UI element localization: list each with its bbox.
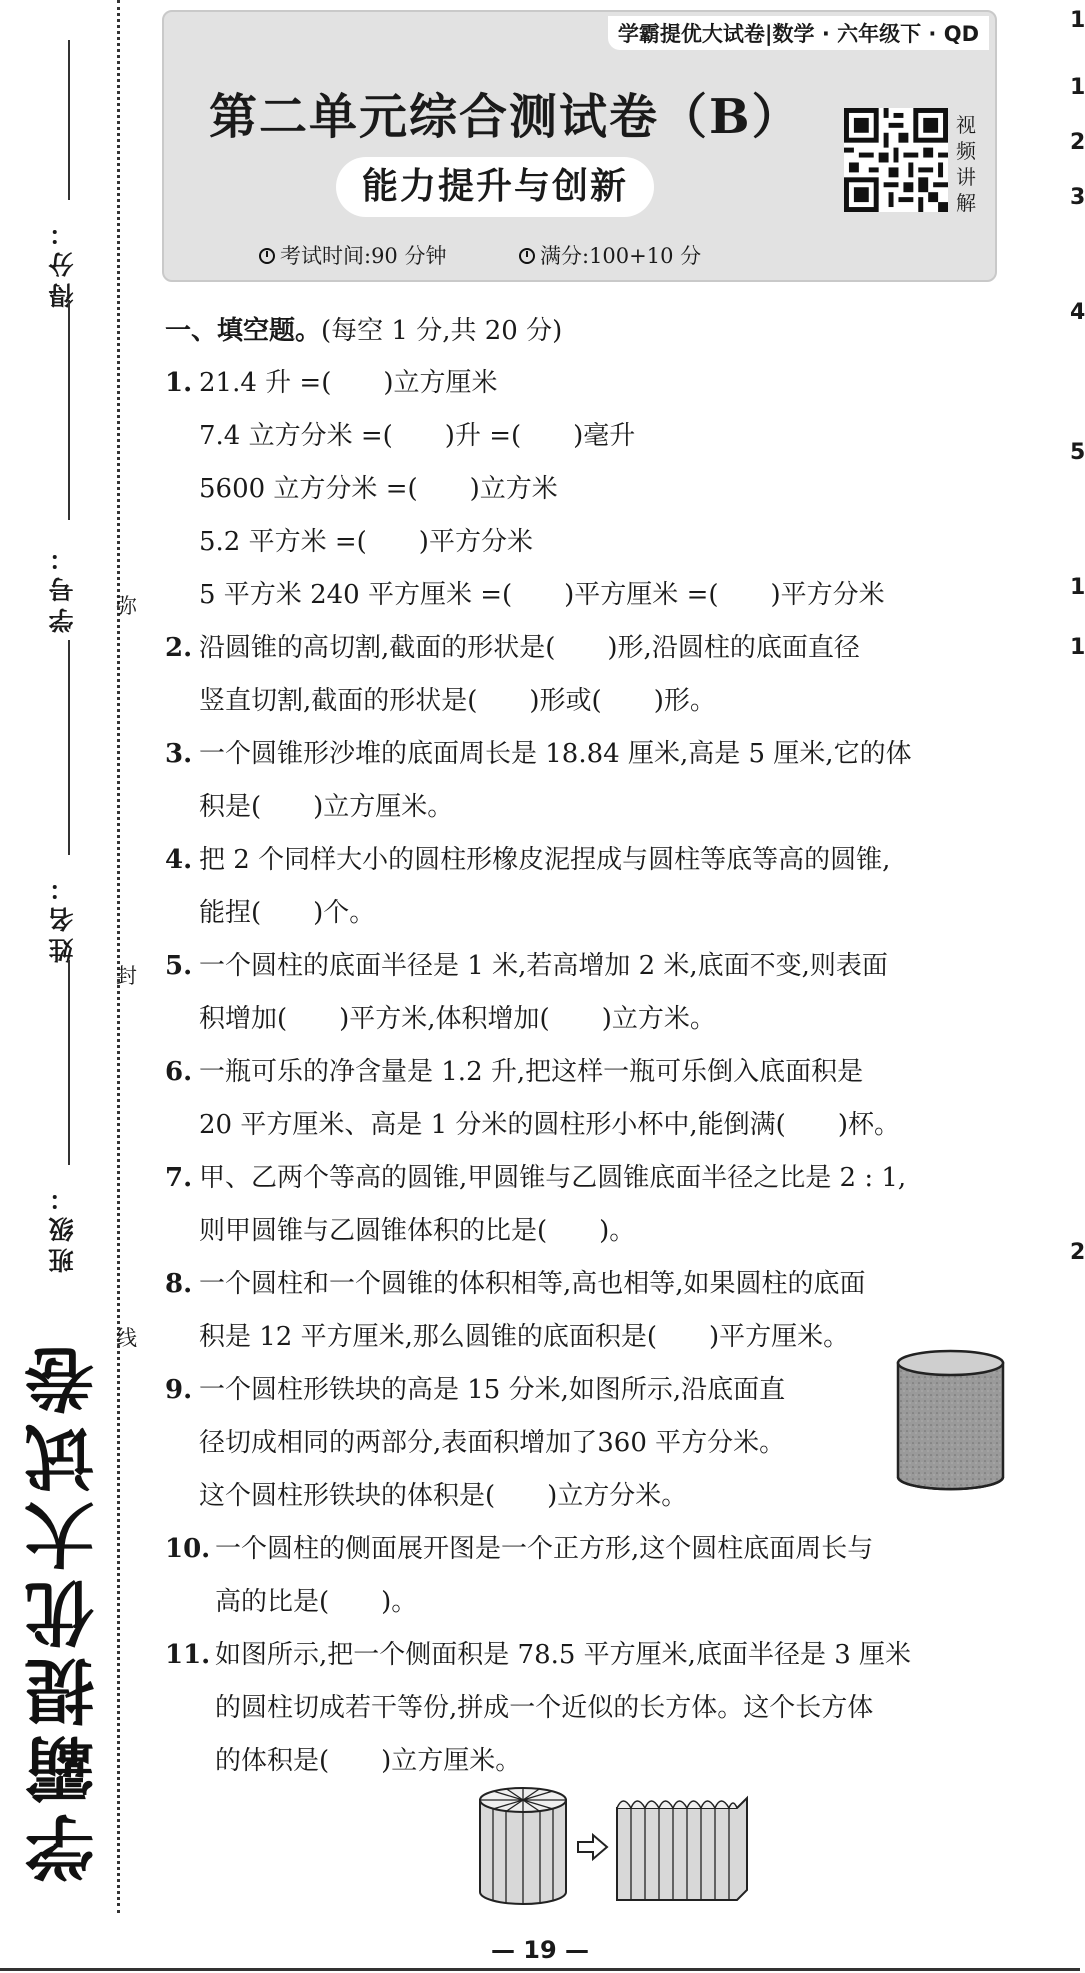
question-line: 5 平方米 240 平方厘米 =( )平方厘米 =( )平方分米 — [199, 580, 885, 610]
question-line: 甲、乙两个等高的圆锥,甲圆锥与乙圆锥底面半径之比是 2 : 1, — [199, 1163, 907, 1193]
question-line: 7.4 立方分米 =( )升 =( )毫升 — [199, 421, 636, 451]
question-5 — [165, 940, 1015, 1046]
question-number: 7. — [165, 1163, 193, 1193]
brand-vertical-logo: 学霸提优大试卷 — [23, 1337, 106, 1883]
question-number: 4. — [165, 845, 193, 875]
question-line: 积是( )立方厘米。 — [199, 792, 454, 822]
question-number: 3. — [165, 739, 193, 769]
seal-char-mi: 弥 — [116, 594, 137, 618]
sliced-cylinder — [480, 1788, 566, 1904]
question-number: 2. — [165, 633, 193, 663]
page-title: 第二单元综合测试卷（B） — [209, 89, 802, 145]
question-8 — [165, 1258, 1015, 1364]
question-line: 一个圆锥形沙堆的底面周长是 18.84 厘米,高是 5 厘米,它的体 — [199, 739, 912, 769]
section-title: 一、填空题。 — [165, 316, 322, 346]
next-column-number: 1 — [1070, 75, 1085, 100]
student-id-label: 学号： — [48, 540, 77, 633]
question-line: 一个圆柱的底面半径是 1 米,若高增加 2 米,底面不变,则表面 — [199, 951, 888, 981]
question-number: 8. — [165, 1269, 193, 1299]
seal-char-feng: 封 — [116, 964, 137, 988]
next-column-number: 4 — [1070, 300, 1085, 325]
question-section — [165, 305, 1015, 1788]
question-number: 5. — [165, 951, 193, 981]
question-line: 的圆柱切成若干等份,拼成一个近似的长方体。这个长方体 — [215, 1693, 874, 1723]
question-number: 6. — [165, 1057, 193, 1087]
question-number: 11. — [165, 1640, 211, 1670]
name-blank-line — [68, 640, 70, 855]
question-line: 21.4 升 =( )立方厘米 — [199, 368, 498, 398]
exam-header — [162, 10, 997, 282]
seal-dotted-line — [117, 0, 120, 1913]
question-line: 5600 立方分米 =( )立方米 — [199, 474, 558, 504]
exam-time-text: 考试时间:90 分钟 — [280, 244, 447, 268]
question-line: 如图所示,把一个侧面积是 78.5 平方厘米,底面半径是 3 厘米 — [215, 1640, 912, 1670]
class-label: 班级： — [48, 1180, 77, 1273]
subtitle-pill: 能力提升与创新 — [336, 157, 654, 217]
question-line: 竖直切割,截面的形状是( )形或( )形。 — [199, 686, 716, 716]
question-number: 10. — [165, 1534, 211, 1564]
full-score-text: 满分:100+10 分 — [540, 244, 702, 268]
clock-icon — [519, 248, 535, 264]
next-column-number: 1 — [1070, 635, 1085, 660]
section-note: (每空 1 分,共 20 分) — [321, 316, 563, 346]
next-column-number: 3 — [1070, 185, 1085, 210]
question-line: 5.2 平方米 =( )平方分米 — [199, 527, 533, 557]
next-column-number: 1 — [1070, 575, 1085, 600]
question-line: 则甲圆锥与乙圆锥体积的比是( )。 — [199, 1216, 636, 1246]
question-line: 一瓶可乐的净含量是 1.2 升,把这样一瓶可乐倒入底面积是 — [199, 1057, 864, 1087]
question-line: 一个圆柱和一个圆锥的体积相等,高也相等,如果圆柱的底面 — [199, 1269, 866, 1299]
question-number: 9. — [165, 1375, 193, 1405]
question-3 — [165, 728, 1015, 834]
cylinder-to-cuboid-figure — [475, 1780, 755, 1910]
question-line: 积是 12 平方厘米,那么圆锥的底面积是( )平方厘米。 — [199, 1322, 850, 1352]
cylinder-figure — [893, 1345, 1008, 1495]
question-4 — [165, 834, 1015, 940]
question-line: 这个圆柱形铁块的体积是( )立方分米。 — [199, 1481, 688, 1511]
series-tag: 学霸提优大试卷|数学 · 六年级下 · QD — [608, 16, 989, 50]
question-line: 把 2 个同样大小的圆柱形橡皮泥捏成与圆柱等底等高的圆锥, — [199, 845, 891, 875]
question-line: 一个圆柱的侧面展开图是一个正方形,这个圆柱底面周长与 — [215, 1534, 874, 1564]
next-column-number: 2 — [1070, 1240, 1085, 1265]
next-column-number: 5 — [1070, 440, 1085, 465]
question-11 — [165, 1629, 1015, 1788]
exam-time — [259, 240, 446, 270]
qr-code-icon[interactable] — [844, 108, 948, 212]
seal-char-xian: 线 — [116, 1326, 137, 1350]
question-1 — [165, 357, 1015, 622]
score-blank-line — [68, 40, 70, 200]
score-label: 得分： — [48, 215, 77, 308]
question-line: 高的比是( )。 — [215, 1587, 418, 1617]
section-heading — [165, 305, 1015, 357]
next-column-number: 2 — [1070, 130, 1085, 155]
question-7 — [165, 1152, 1015, 1258]
arrow-right-icon — [578, 1835, 607, 1859]
clock-icon — [259, 248, 275, 264]
question-line: 20 平方厘米、高是 1 分米的圆柱形小杯中,能倒满( )杯。 — [199, 1110, 900, 1140]
bottom-divider — [0, 1968, 1080, 1971]
question-9 — [165, 1364, 1015, 1523]
question-line: 沿圆锥的高切割,截面的形状是( )形,沿圆柱的底面直径 — [199, 633, 860, 663]
question-line: 积增加( )平方米,体积增加( )立方米。 — [199, 1004, 716, 1034]
question-10 — [165, 1523, 1015, 1629]
question-number: 1. — [165, 368, 193, 398]
question-line: 能捏( )个。 — [199, 898, 376, 928]
full-score — [519, 240, 701, 270]
next-column-number: 1 — [1070, 8, 1085, 33]
question-line: 的体积是( )立方厘米。 — [215, 1746, 522, 1776]
binding-margin — [0, 0, 140, 1973]
name-label: 姓名： — [48, 870, 77, 963]
question-6 — [165, 1046, 1015, 1152]
question-2 — [165, 622, 1015, 728]
class-blank-line — [68, 960, 70, 1165]
student-id-blank-line — [68, 300, 70, 520]
page-number: — 19 — — [490, 1936, 590, 1964]
question-line: 径切成相同的两部分,表面积增加了360 平方分米。 — [199, 1428, 786, 1458]
question-line: 一个圆柱形铁块的高是 15 分米,如图所示,沿底面直 — [199, 1375, 786, 1405]
approx-cuboid — [617, 1798, 747, 1900]
qr-video-label: 视频讲解 — [956, 113, 976, 215]
